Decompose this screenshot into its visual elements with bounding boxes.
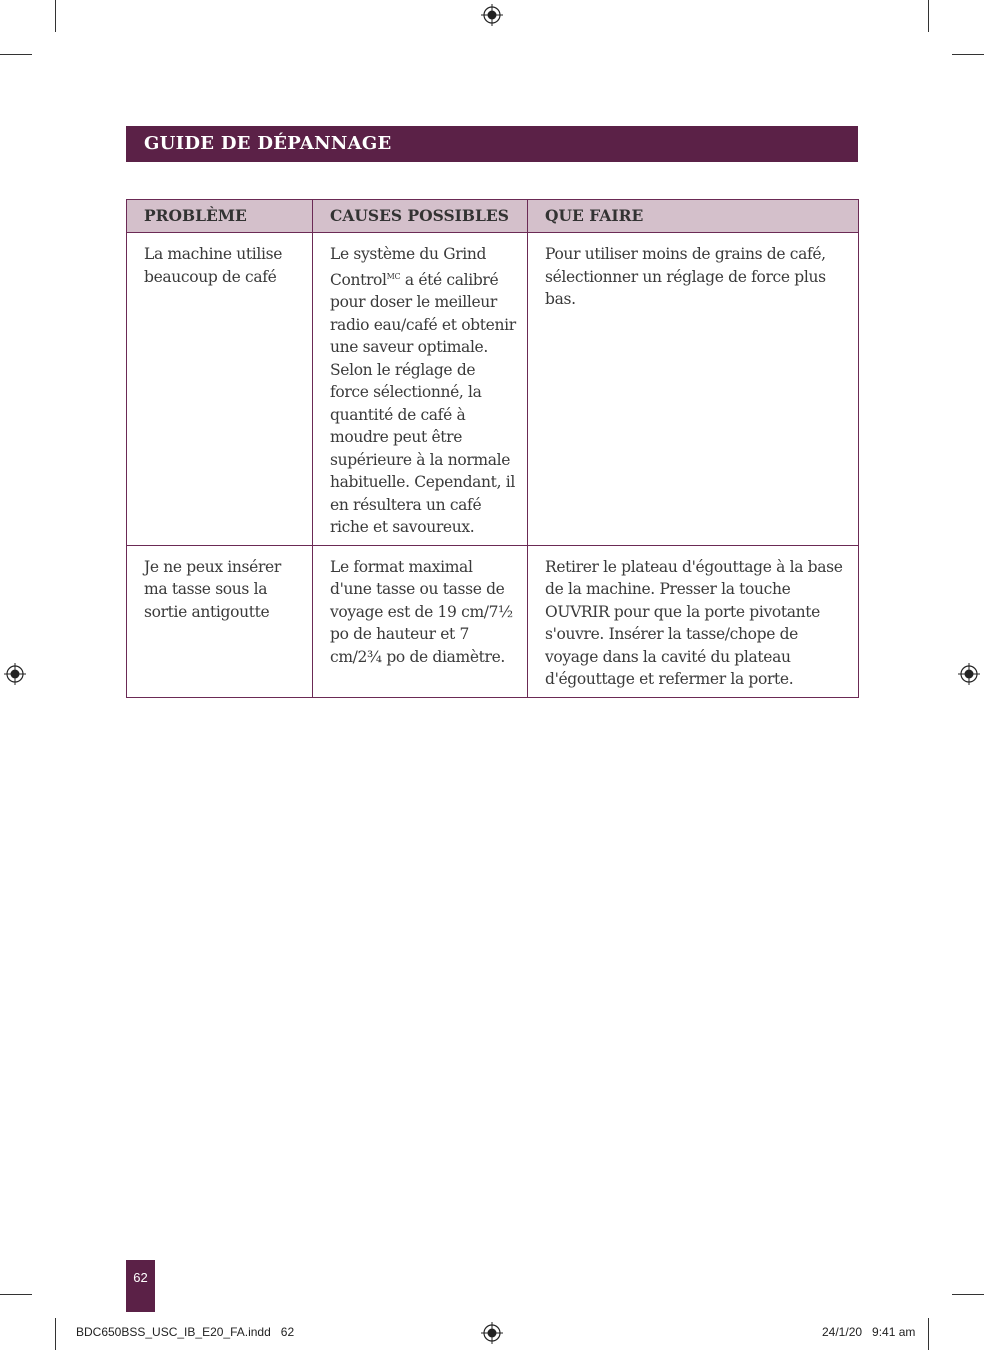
table-row bbox=[127, 545, 859, 697]
crop-mark bbox=[952, 1294, 984, 1295]
slug-filename: BDC650BSS_USC_IB_E20_FA.indd 62 bbox=[76, 1325, 295, 1339]
column-header-causes: CAUSES POSSIBLES bbox=[313, 200, 528, 233]
cause-cell bbox=[313, 233, 528, 546]
registration-mark-icon bbox=[4, 663, 26, 685]
crop-mark bbox=[928, 0, 929, 32]
crop-mark bbox=[0, 1294, 32, 1295]
trademark-superscript: MC bbox=[386, 271, 401, 281]
slug-timestamp: 24/1/20 9:41 am bbox=[822, 1325, 916, 1339]
problem-cell: Je ne peux insérer ma tasse sous la sortie antigoutte bbox=[127, 545, 313, 697]
column-header-problem: PROBLÈME bbox=[127, 200, 313, 233]
table-row bbox=[127, 233, 859, 546]
page-number: 62 bbox=[126, 1260, 155, 1312]
registration-mark-icon bbox=[481, 1322, 503, 1344]
crop-mark bbox=[952, 54, 984, 55]
registration-mark-icon bbox=[958, 663, 980, 685]
registration-mark-icon bbox=[481, 4, 503, 26]
action-cell: Retirer le plateau d'égouttage à la base de la machine. Presser la touche OUVRIR pour que la porte pivotante s'ouvre. Insérer la tasse/chope de voyage dans la cavité du plateau d'égouttage et refermer la porte. bbox=[528, 545, 859, 697]
section-title: GUIDE DE DÉPANNAGE bbox=[126, 126, 858, 162]
cause-text-continued: a été calibré pour doser le meilleur radio eau/café et obtenir une saveur optimale. Selon le réglage de force sélectionné, la quantité de café à moudre peut être supérieure à la normale habituelle. Cependant, il en résultera un café riche et savoureux. bbox=[330, 270, 516, 537]
column-header-action: QUE FAIRE bbox=[528, 200, 859, 233]
action-cell: Pour utiliser moins de grains de café, sélectionner un réglage de force plus bas. bbox=[528, 233, 859, 546]
problem-cell: La machine utilise beaucoup de café bbox=[127, 233, 313, 546]
table-header-row bbox=[127, 200, 859, 233]
cause-text: Le système du Grind Control bbox=[330, 245, 487, 289]
crop-mark bbox=[928, 1318, 929, 1350]
cause-cell: Le format maximal d'une tasse ou tasse de voyage est de 19 cm/7½ po de hauteur et 7 cm/2¾ po de diamètre. bbox=[313, 545, 528, 697]
troubleshooting-table bbox=[126, 199, 859, 698]
crop-mark bbox=[0, 54, 32, 55]
crop-mark bbox=[55, 1318, 56, 1350]
crop-mark bbox=[55, 0, 56, 32]
